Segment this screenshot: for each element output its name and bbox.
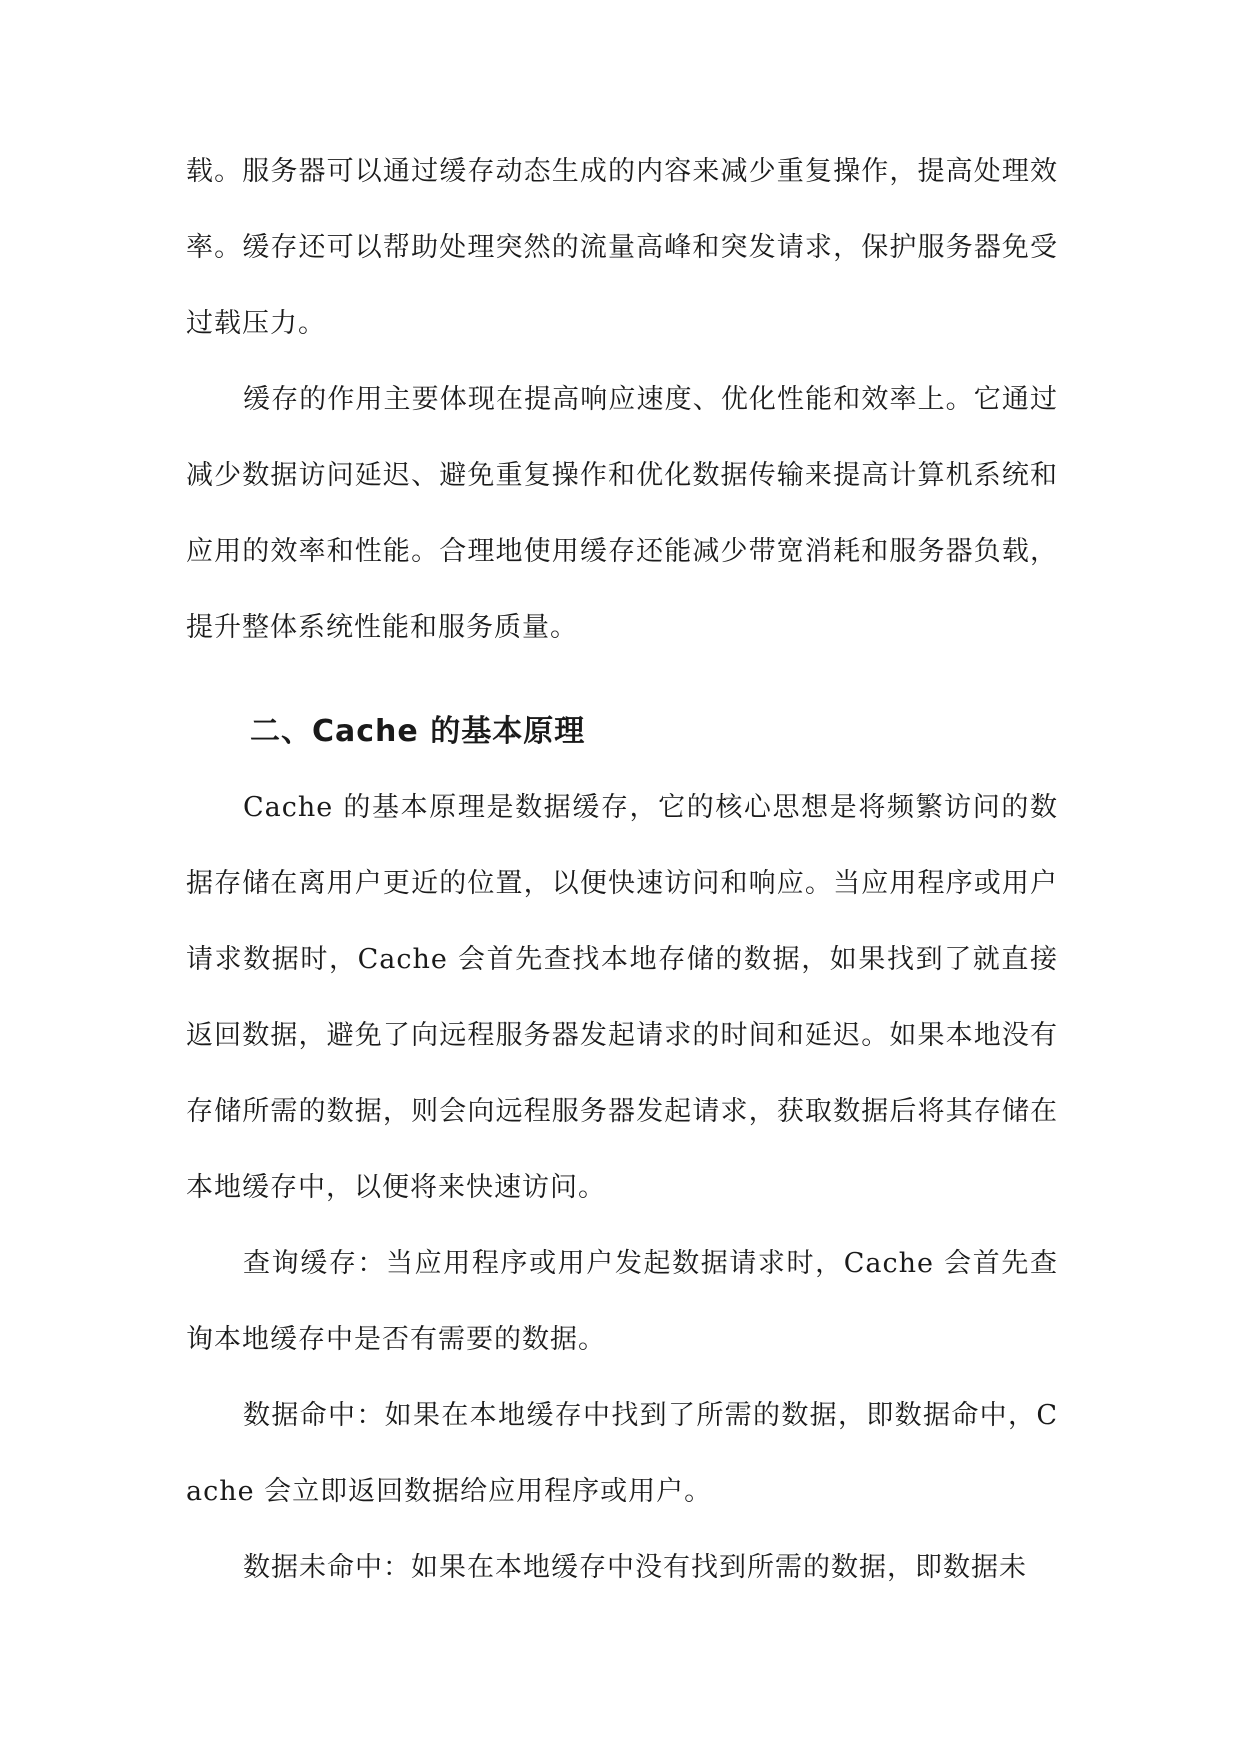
paragraph-continued: 载。服务器可以通过缓存动态生成的内容来减少重复操作，提高处理效率。缓存还可以帮助处理突然的流量高峰和突发请求，保护服务器免受过载压力。: [186, 156, 1058, 339]
paragraph-cache-principle: Cache 的基本原理是数据缓存，它的核心思想是将频繁访问的数据存储在离用户更近的位置，以便快速访问和响应。当应用程序或用户请求数据时，Cache 会首先查找本地存储的数据，如果找到了就直接返回数据，避免了向远程服务器发起请求的时间和延迟。如果本地没有存储所需的数据，则会向远程服务器发起请求，获取数据后将其存储在本地缓存中，以便将来快速访问。: [186, 792, 1058, 1203]
spacer: [186, 666, 1058, 694]
section-heading: 二、Cache 的基本原理: [250, 714, 586, 749]
paragraph-cache-miss: 数据未命中：如果在本地缓存中没有找到所需的数据，即数据未: [243, 1552, 1027, 1583]
paragraph-cache-hit: 数据命中：如果在本地缓存中找到了所需的数据，即数据命中，Cache 会立即返回数据给应用程序或用户。: [186, 1400, 1058, 1507]
document-body: [186, 134, 1058, 1606]
paragraph-query-cache: 查询缓存：当应用程序或用户发起数据请求时，Cache 会首先查询本地缓存中是否有需要的数据。: [186, 1248, 1058, 1355]
paragraph-cache-role: 缓存的作用主要体现在提高响应速度、优化性能和效率上。它通过减少数据访问延迟、避免重复操作和优化数据传输来提高计算机系统和应用的效率和性能。合理地使用缓存还能减少带宽消耗和服务器负载，提升整体系统性能和服务质量。: [186, 384, 1058, 643]
